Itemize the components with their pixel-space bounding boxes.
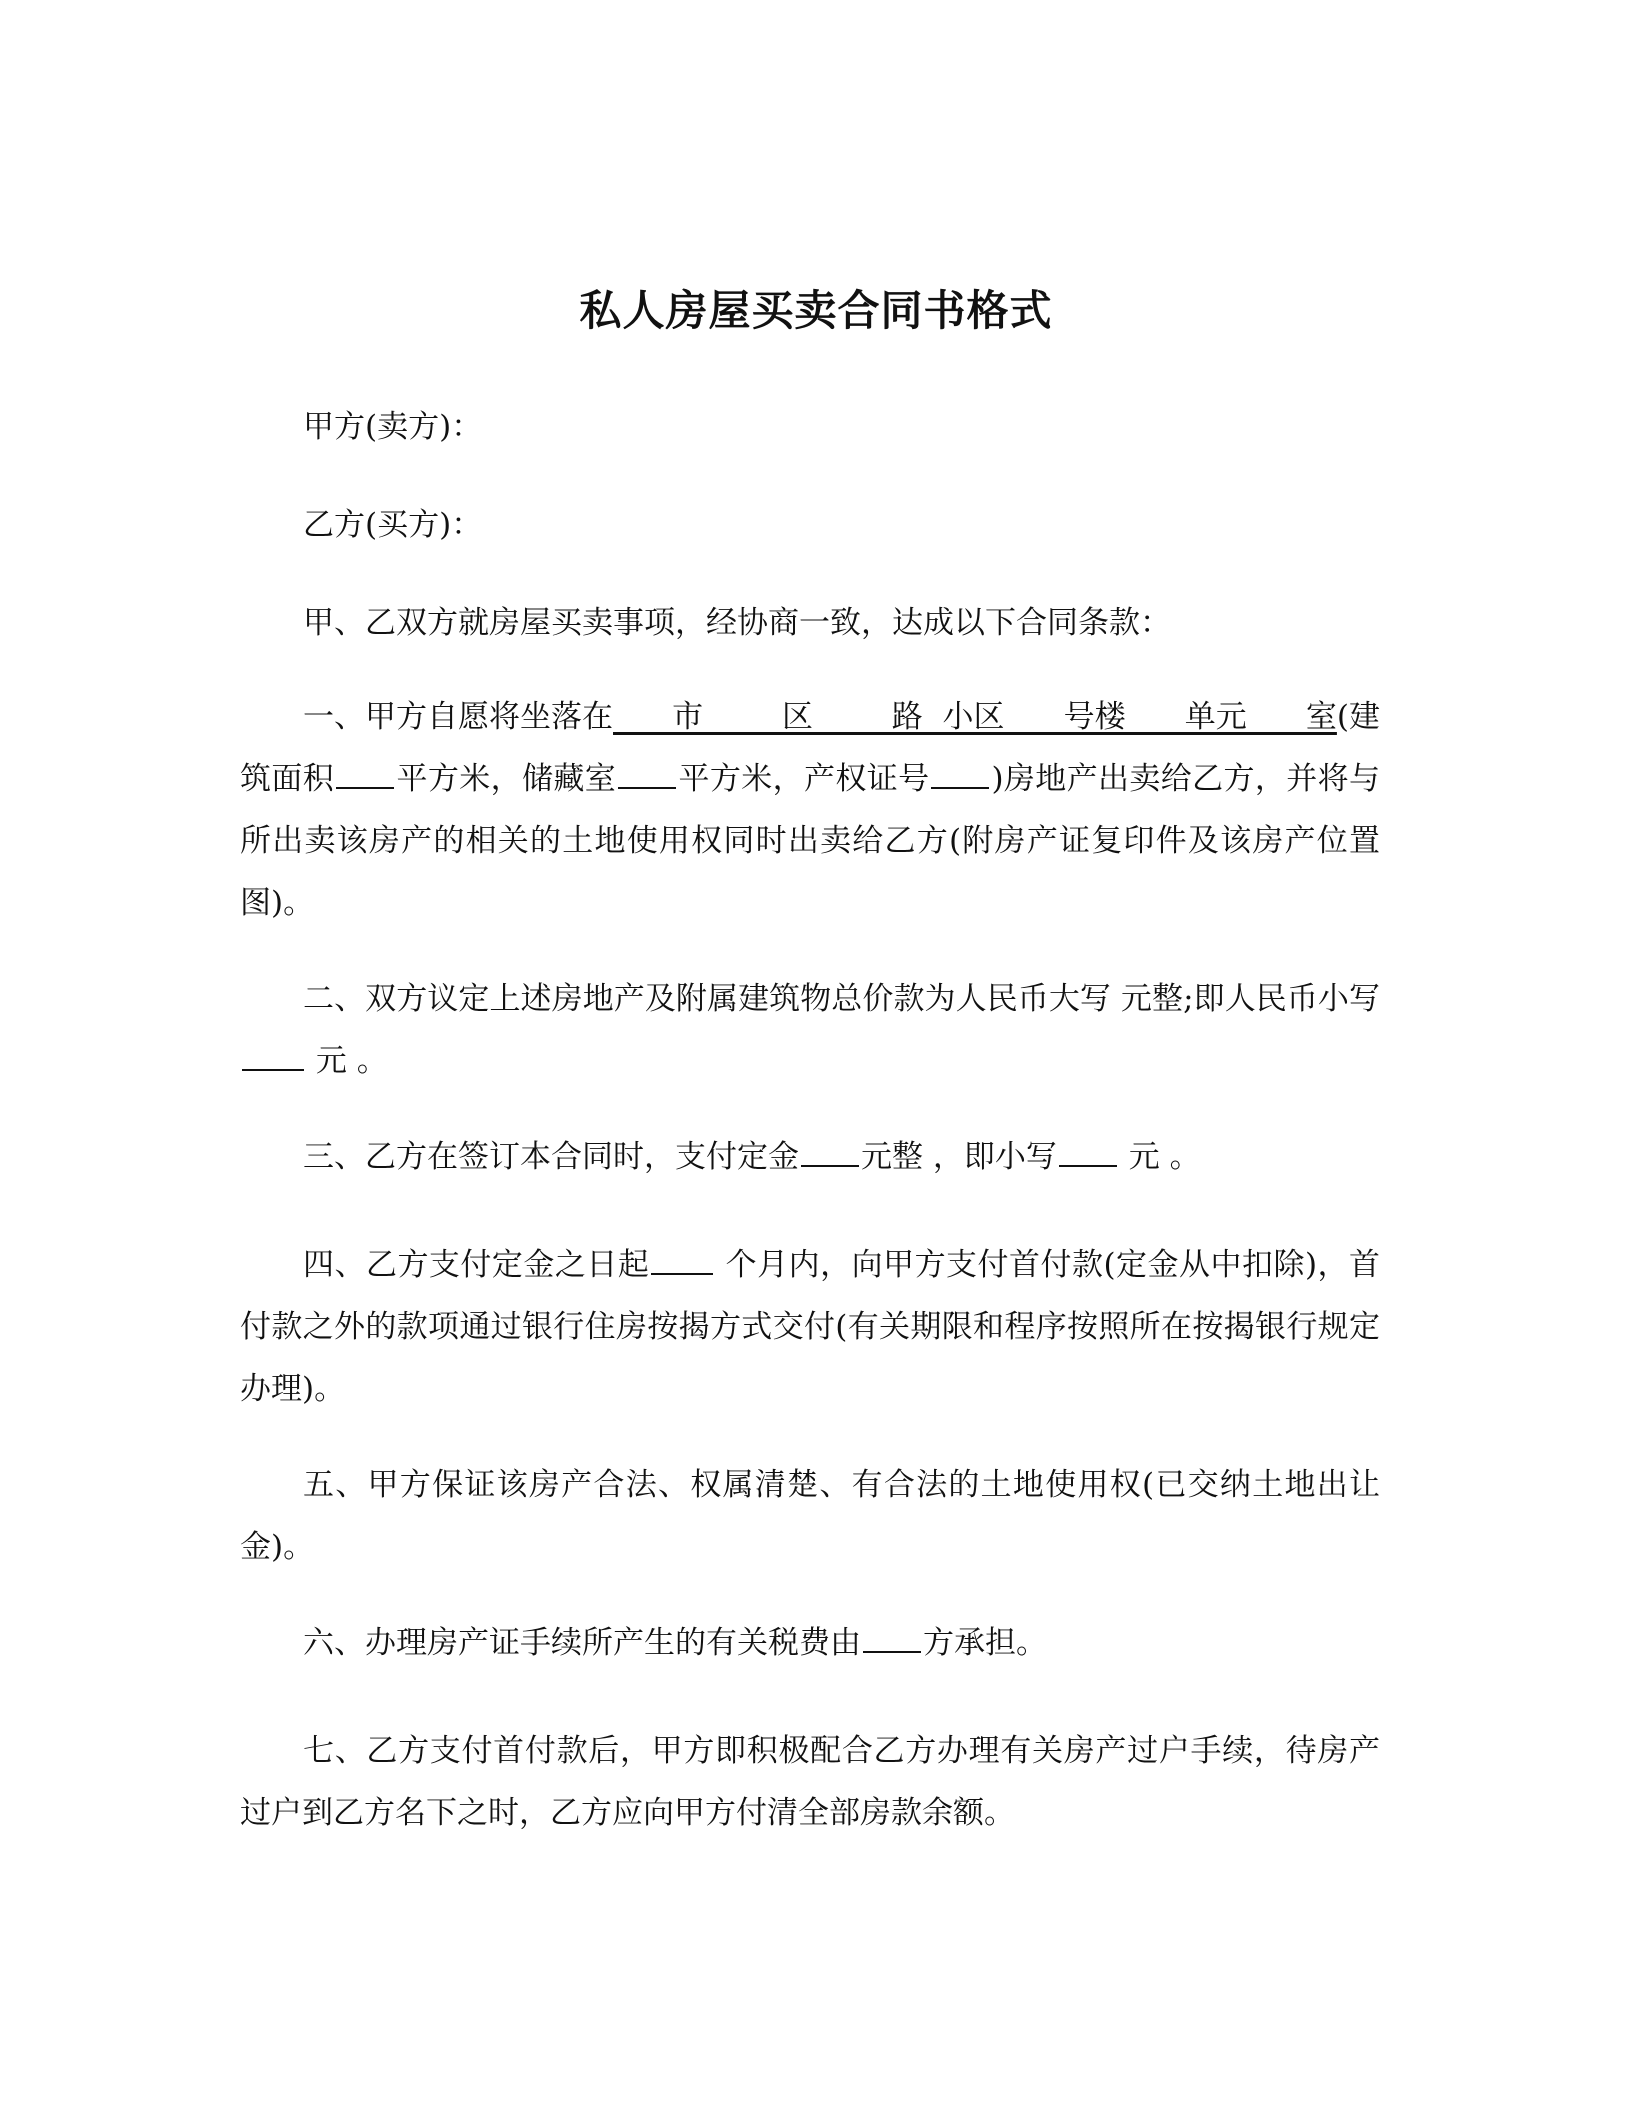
area-blank [336,757,394,789]
document-title: 私人房屋买卖合同书格式 [579,286,1053,335]
clause-3-part2: 元整 ，即小写 [861,1139,1057,1175]
clause-7: 七、乙方支付首付款后，甲方即积极配合乙方办理有关房产过户手续，待房产过户到乙方名下之时，乙方应向甲方付清全部房款余额。 [240,1733,1380,1831]
certificate-number-blank [931,757,989,789]
clause-1-part4: )房地产出卖给乙方，并将与所出卖该房产的相关的土地使用权同时出卖给乙方(附房产证复印件及该房产位置图)。 [240,761,1381,921]
months-blank [651,1243,713,1275]
storage-area-blank [618,757,676,789]
clause-4 [240,1234,1380,1420]
clause-6-part2: 方承担。 [923,1625,1047,1661]
deposit-lowercase-blank [1059,1135,1117,1167]
clause-1-part3: 平方米，产权证号 [678,761,930,797]
clause-4-part1: 四、乙方支付定金之日起 [303,1247,650,1283]
clause-1-address: 市 区 路 小区 号楼 单元 室 [613,699,1337,735]
clause-6 [240,1612,1380,1674]
clause-5: 五、甲方保证该房产合法、权属清楚、有合法的土地使用权(已交纳土地出让金)。 [240,1467,1380,1565]
clause-3-part1: 三、乙方在签订本合同时，支付定金 [303,1139,799,1175]
party-a-line: 甲方(卖方)： [303,409,483,445]
clause-3 [240,1126,1380,1188]
clause-1-part2: 平方米，储藏室 [396,761,617,797]
clause-2 [240,968,1380,1092]
tax-party-blank [863,1621,921,1653]
clause-4-part2: 个月内，向甲方支付首付款(定金从中扣除)，首付款之外的款项通过银行住房按揭方式交付(有关期限和程序按照所在按揭银行规定办理)。 [240,1247,1381,1407]
clause-1-prefix: 一、甲方自愿将坐落在 [303,699,614,735]
party-b-line: 乙方(买方)： [303,507,483,543]
clause-1-part1: (建筑面积 [240,699,1381,797]
clause-2-part2: 元 。 [306,1043,388,1079]
intro-paragraph: 甲、乙双方就房屋买卖事项，经协商一致，达成以下合同条款： [303,605,1171,641]
clause-3-part3: 元 。 [1118,1139,1201,1175]
clause-2-part1: 二、双方议定上述房地产及附属建筑物总价款为人民币大写 元整;即人民币小写 [303,981,1380,1017]
price-lowercase-blank [242,1039,304,1071]
clause-1 [240,686,1380,934]
clause-6-part1: 六、办理房产证手续所产生的有关税费由 [303,1625,861,1661]
deposit-blank [801,1135,859,1167]
